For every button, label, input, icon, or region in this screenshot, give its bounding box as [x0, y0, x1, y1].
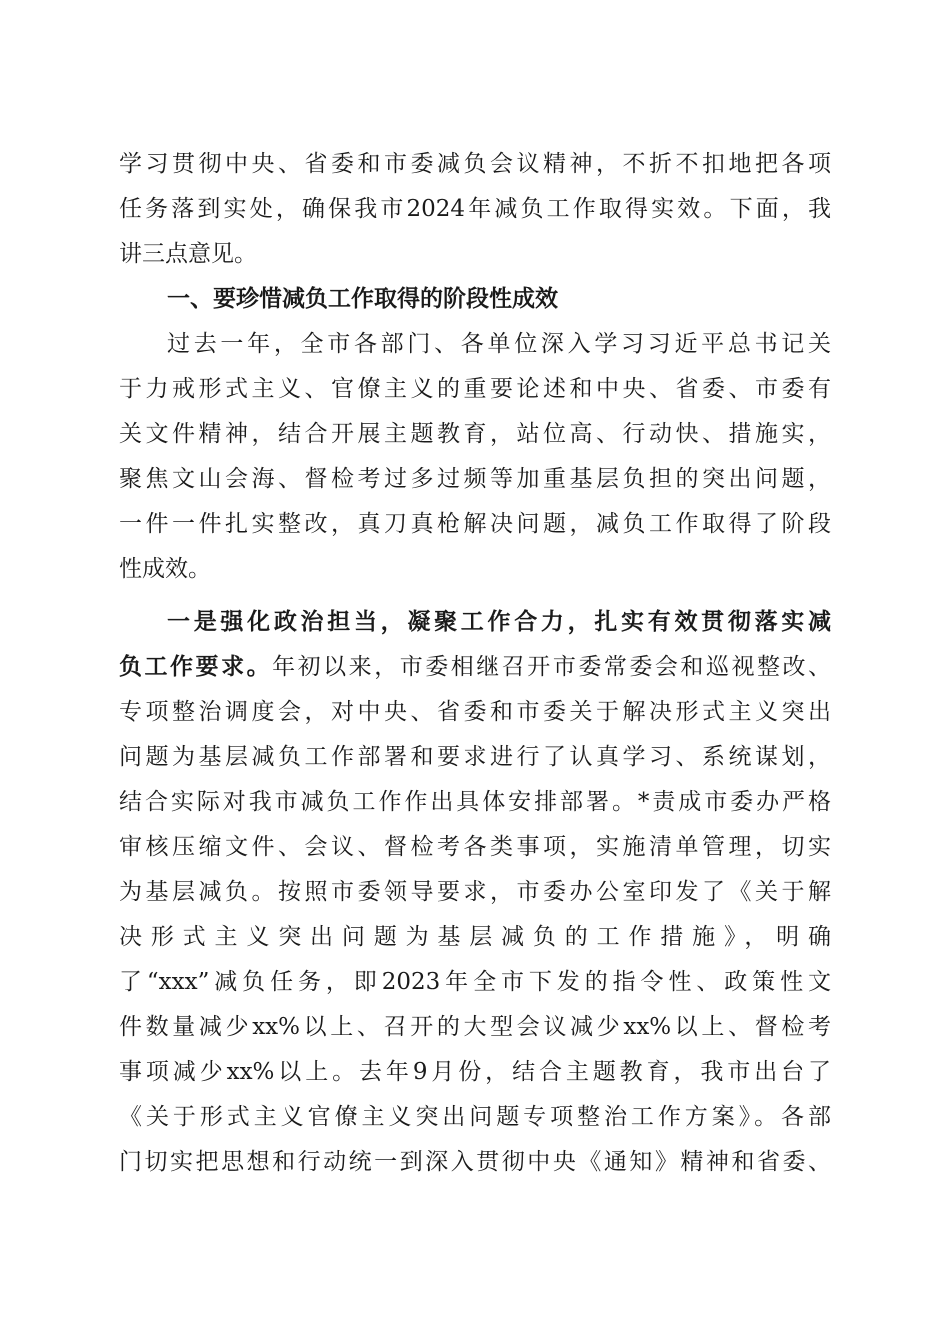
para2-line-7: 为基层减负。按照市委领导要求，市委办公室印发了《关于解: [119, 879, 831, 905]
document-body: [119, 142, 831, 1185]
para2-line-6: 审核压缩文件、会议、督检考各类事项，实施清单管理，切实: [119, 834, 831, 860]
para2-line-12: 《关于形式主义官僚主义突出问题专项整治工作方案》。各部: [119, 1104, 831, 1130]
para1-line-4: 聚焦文山会海、督检考过多过频等加重基层负担的突出问题，: [119, 466, 831, 492]
para2-line-8: 决形式主义突出问题为基层减负的工作措施》，明确: [119, 924, 831, 950]
para2-bold-start: 负工作要求。: [119, 654, 273, 680]
para2-line-11: 事项减少xx%以上。去年9月份，结合主题教育，我市出台了: [119, 1059, 831, 1085]
para1-line-3: 关文件精神，结合开展主题教育，站位高、行动快、措施实，: [119, 421, 831, 447]
para2-line-3: 专项整治调度会，对中央、省委和市委关于解决形式主义突出: [119, 699, 831, 725]
para2-line-9: 了“xxx”减负任务，即2023年全市下发的指令性、政策性文: [119, 969, 831, 995]
intro-line-2: 任务落到实处，确保我市2024年减负工作取得实效。下面，我: [119, 196, 831, 222]
para2-line-10: 件数量减少xx%以上、召开的大型会议减少xx%以上、督检考: [119, 1014, 831, 1040]
paragraph-gap: [119, 592, 831, 600]
para2-line-13: 门切实把思想和行动统一到深入贯彻中央《通知》精神和省委、: [119, 1149, 831, 1175]
para1-line-2: 于力戒形式主义、官僚主义的重要论述和中央、省委、市委有: [119, 376, 831, 402]
section-heading: 一、要珍惜减负工作取得的阶段性成效: [167, 286, 558, 312]
para1-line-6: 性成效。: [119, 556, 211, 582]
para1-line-5: 一件一件扎实整改，真刀真枪解决问题，减负工作取得了阶段: [119, 511, 831, 537]
para2-line-2: [119, 645, 831, 690]
intro-line-1: 学习贯彻中央、省委和市委减负会议精神，不折不扣地把各项: [119, 151, 831, 177]
para2-bold-line-1: 一是强化政治担当，凝聚工作合力，扎实有效贯彻落实减: [167, 609, 831, 635]
para2-line-5: 结合实际对我市减负工作作出具体安排部署。*责成市委办严格: [119, 789, 831, 815]
para2-line-4: 问题为基层减负工作部署和要求进行了认真学习、系统谋划，: [119, 744, 831, 770]
para2-line-2-rest: 年初以来，市委相继召开市委常委会和巡视整改、: [272, 654, 831, 680]
intro-line-3: 讲三点意见。: [119, 241, 257, 267]
para1-line-1: 过去一年，全市各部门、各单位深入学习习近平总书记关: [167, 331, 831, 357]
